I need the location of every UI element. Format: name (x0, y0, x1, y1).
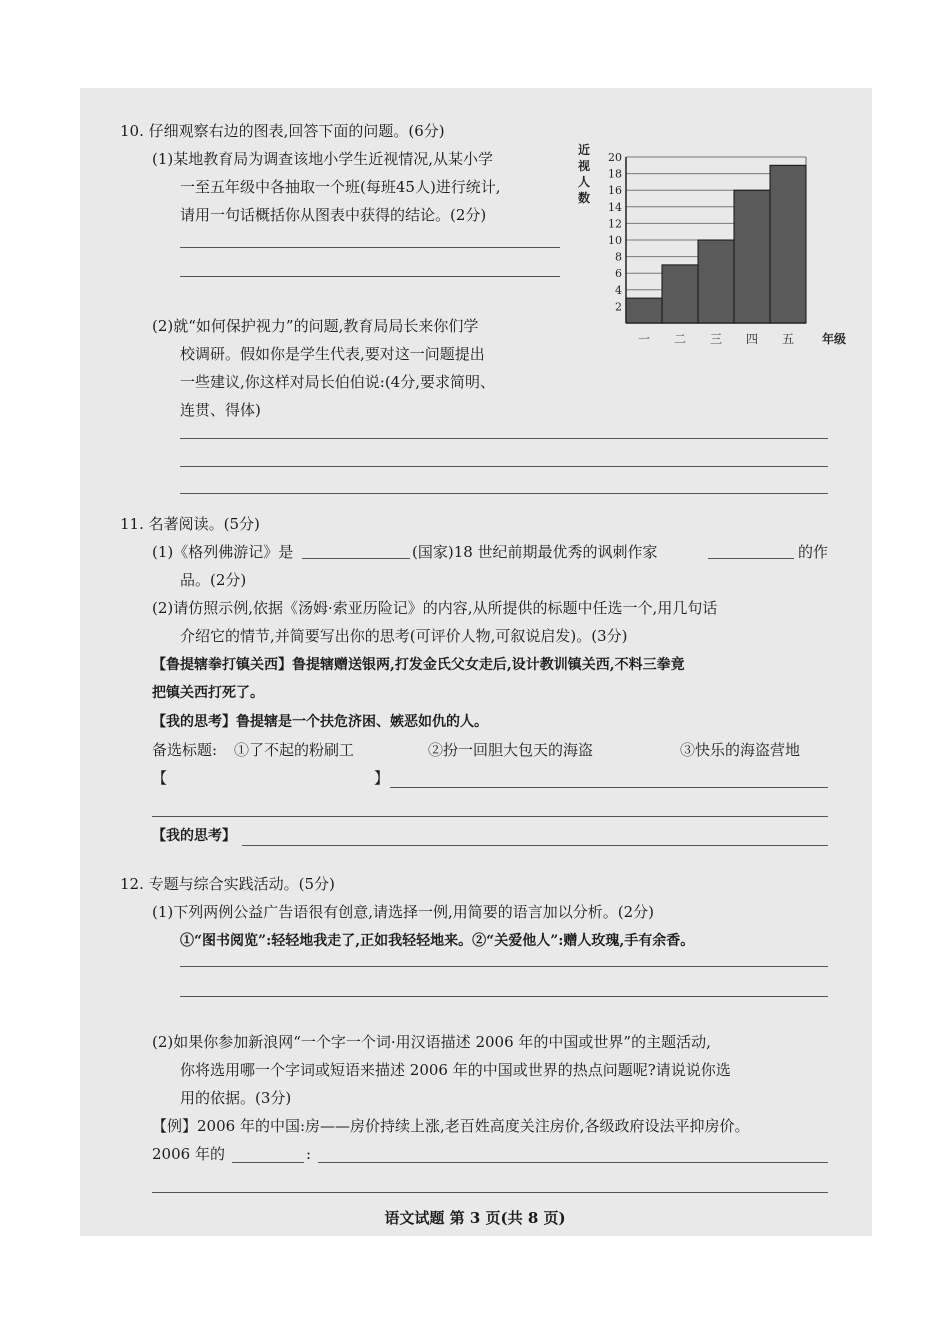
bar (662, 265, 698, 323)
q10-part2-line: 连贯、得体) (180, 401, 261, 419)
q11-part2-line: (2)请仿照示例,依据《汤姆·索亚历险记》的内容,从所提供的标题中任选一个,用几句话 (152, 599, 718, 617)
x-tick-label: 五 (781, 332, 795, 346)
answer-line[interactable] (180, 996, 828, 997)
q10-part2-line: (2)就“如何保护视力”的问题,教育局局长来你们学 (152, 317, 479, 335)
answer-line[interactable] (180, 247, 560, 248)
y-tick-label: 14 (608, 200, 622, 214)
y-axis-label-char: 数 (577, 191, 591, 205)
y-tick-label: 10 (608, 234, 622, 247)
x-tick-label: 三 (709, 332, 723, 346)
blank-keyword[interactable] (232, 1162, 304, 1163)
q11-example-thought: 【我的思考】鲁提辖是一个扶危济困、嫉恶如仇的人。 (152, 714, 488, 730)
q10-part1-line: 一至五年级中各抽取一个班(每班45人)进行统计, (180, 178, 501, 196)
answer-line[interactable] (242, 845, 828, 846)
bar (734, 190, 770, 323)
y-axis-label-char: 人 (577, 175, 591, 189)
answer-line[interactable] (180, 493, 828, 494)
q10-part1-line: 请用一句话概括你从图表中获得的结论。(2分) (180, 206, 487, 224)
title-bracket-left: 【 (152, 769, 168, 787)
x-axis-label: 年级 (821, 332, 847, 346)
y-tick-label: 20 (608, 151, 622, 164)
title-bracket-right: 】 (374, 769, 390, 787)
y-tick-label: 8 (615, 250, 622, 264)
answer-line[interactable] (318, 1162, 828, 1163)
q11-part1-d: 品。(2分) (180, 571, 247, 589)
q11-options-label: 备选标题: (152, 741, 218, 759)
answer-line[interactable] (152, 816, 828, 817)
q12-answer-prefix: 2006 年的 (152, 1145, 225, 1163)
q12-part1: (1)下列两例公益广告语很有创意,请选择一例,用简要的语言加以分析。(2分) (152, 903, 655, 921)
q10-part2-line: 校调研。假如你是学生代表,要对这一问题提出 (180, 345, 485, 363)
q11-part2-line: 介绍它的情节,并简要写出你的思考(可评价人物,可叙说启发)。(3分) (180, 627, 628, 645)
answer-line[interactable] (180, 438, 828, 439)
x-tick-label: 二 (673, 332, 687, 346)
bar (698, 240, 734, 323)
q11-part1-a: (1)《格列佛游记》是 (152, 543, 294, 561)
q11-option-3: ③快乐的海盗营地 (680, 741, 801, 759)
q12-ads: ①“图书阅览”:轻轻地我走了,正如我轻轻地来。②“关爱他人”:赠人玫瑰,手有余香。 (180, 933, 695, 949)
y-tick-label: 4 (615, 283, 622, 297)
answer-line[interactable] (152, 1192, 828, 1193)
y-axis-label-char: 视 (577, 159, 591, 173)
q10-part2-line: 一些建议,你这样对局长伯伯说:(4分,要求简明、 (180, 373, 495, 391)
q12-answer-colon: : (306, 1145, 312, 1163)
q10-part1-line: (1)某地教育局为调查该地小学生近视情况,从某小学 (152, 150, 494, 168)
q11-title: 11. 名著阅读。(5分) (120, 515, 260, 533)
answer-line[interactable] (180, 966, 828, 967)
answer-line[interactable] (180, 276, 560, 277)
y-tick-label: 18 (608, 167, 622, 181)
myopia-bar-chart (574, 140, 847, 355)
q12-part2-line: 你将选用哪一个字词或短语来描述 2006 年的中国或世界的热点问题呢?请说说你选 (180, 1061, 731, 1079)
q12-part2-line: (2)如果你参加新浪网“一个字一个词·用汉语描述 2006 年的中国或世界”的主题活动, (152, 1033, 711, 1051)
q12-part2-line: 用的依据。(3分) (180, 1089, 292, 1107)
q12-title: 12. 专题与综合实践活动。(5分) (120, 875, 335, 893)
y-axis-label-char: 近 (577, 143, 591, 157)
answer-line[interactable] (390, 787, 828, 788)
blank-author[interactable] (708, 558, 794, 559)
my-thought-label: 【我的思考】 (152, 828, 236, 844)
y-tick-label: 2 (615, 300, 622, 314)
y-tick-label: 12 (608, 217, 622, 231)
x-tick-label: 四 (745, 332, 759, 346)
q11-part1-c: 的作 (798, 543, 829, 561)
bar (626, 298, 662, 323)
y-tick-label: 6 (615, 267, 622, 281)
q11-option-1: ①了不起的粉刷工 (234, 741, 355, 759)
bar (770, 165, 806, 323)
q11-example-line: 【鲁提辖拳打镇关西】鲁提辖赠送银两,打发金氏父女走后,设计教训镇关西,不料三拳竟 (152, 657, 685, 673)
q11-part1-b: (国家)18 世纪前期最优秀的讽刺作家 (412, 543, 658, 561)
y-tick-label: 16 (608, 184, 622, 198)
answer-line[interactable] (180, 466, 828, 467)
page-footer: 语文试题 第 3 页(共 8 页) (384, 1209, 566, 1227)
q11-option-2: ②扮一回胆大包天的海盗 (428, 741, 594, 759)
x-tick-label: 一 (637, 332, 651, 346)
q11-example-line: 把镇关西打死了。 (152, 685, 264, 701)
q12-example: 【例】2006 年的中国:房——房价持续上涨,老百姓高度关注房价,各级政府设法平抑房价。 (152, 1117, 750, 1135)
blank-country[interactable] (302, 558, 410, 559)
q10-title: 10. 仔细观察右边的图表,回答下面的问题。(6分) (120, 122, 445, 140)
